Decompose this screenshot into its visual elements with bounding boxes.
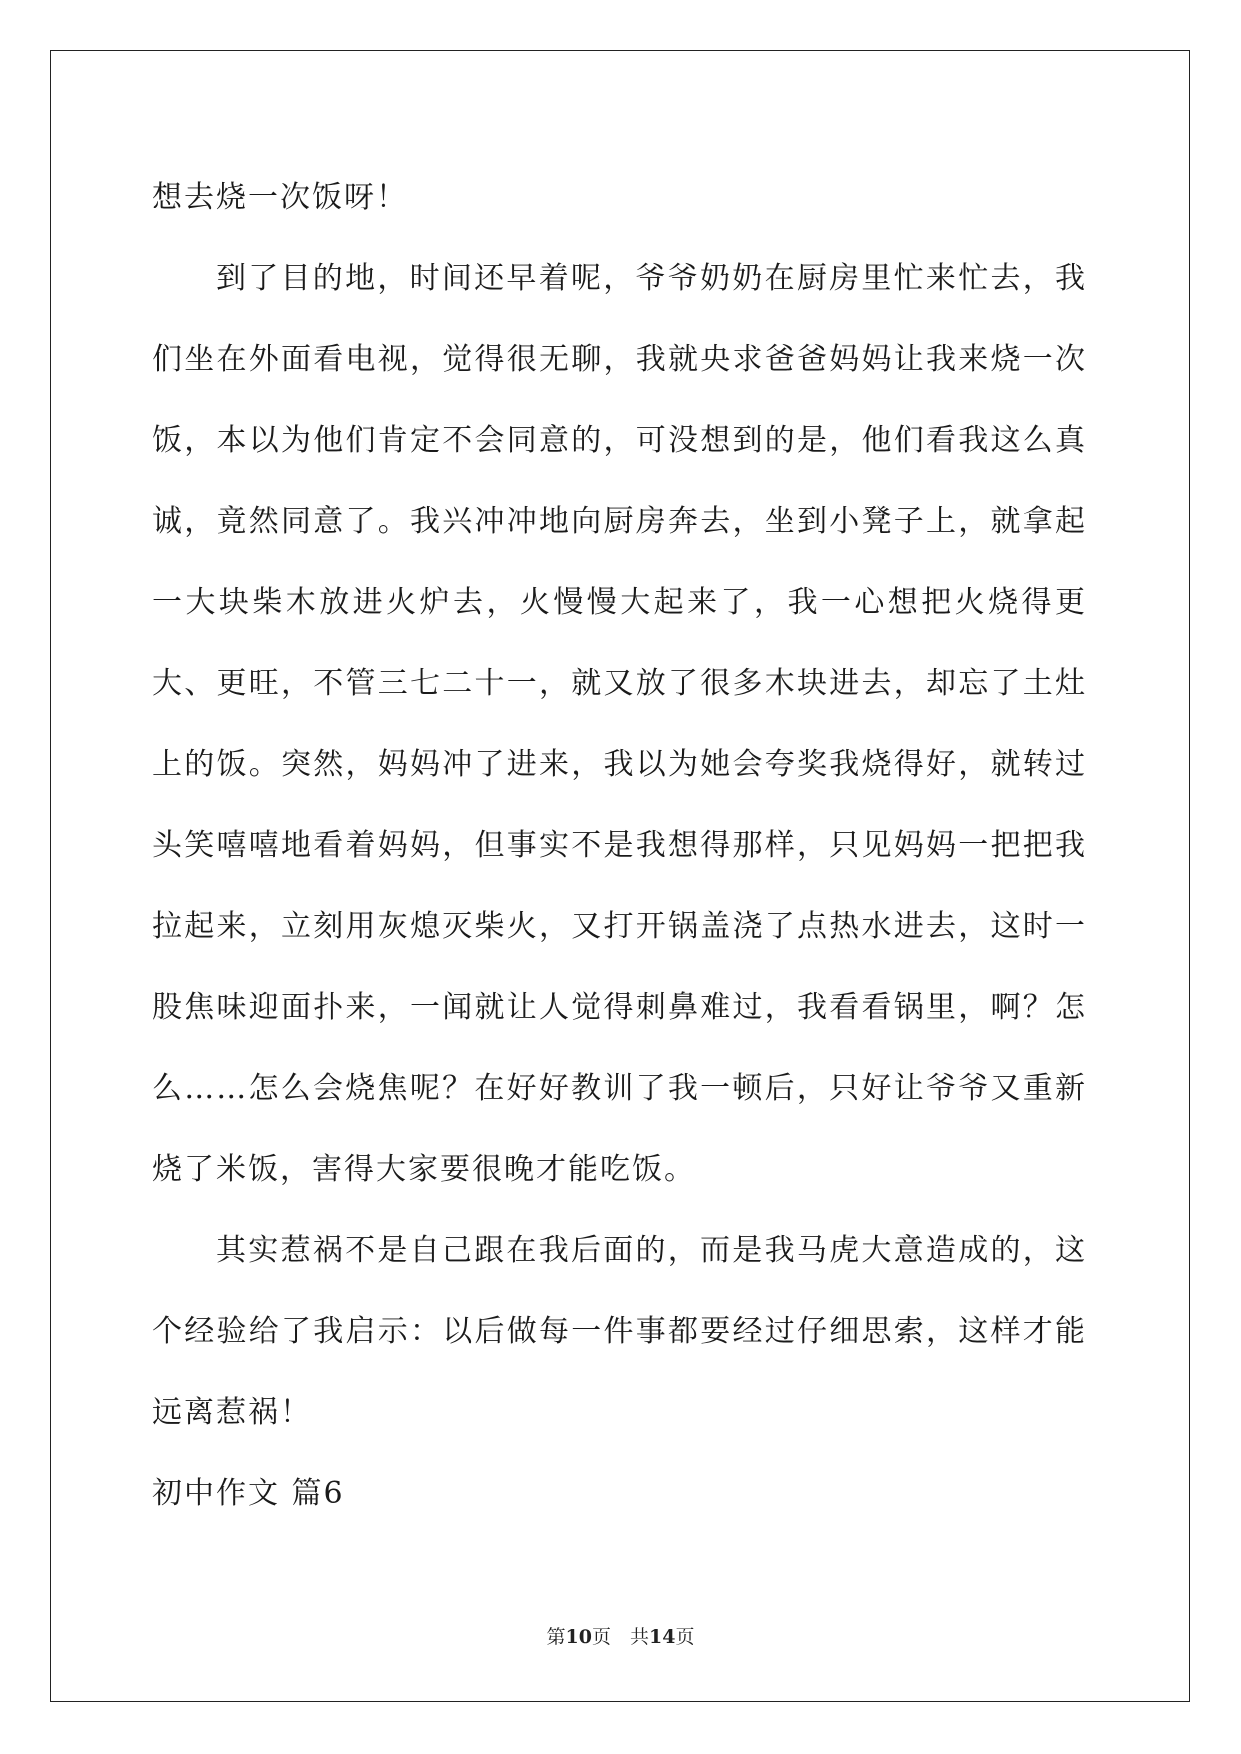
page-footer xyxy=(0,1622,1241,1649)
total-page-number: 14 xyxy=(649,1626,676,1648)
paragraph-1: 想去烧一次饭呀！ xyxy=(152,180,408,215)
footer-prefix: 第 xyxy=(546,1626,566,1648)
paragraph-2: 到了目的地，时间还早着呢，爷爷奶奶在厨房里忙来忙去，我们坐在外面看电视，觉得很无聊，我就央求爸爸妈妈让我来烧一次饭，本以为他们肯定不会同意的，可没想到的是，他们看我这么真诚，竟然同意了。我兴冲冲地向厨房奔去，坐到小凳子上，就拿起一大块柴木放进火炉去，火慢慢大起来了，我一心想把火烧得更大、更旺，不管三七二十一，就又放了很多木块进去，却忘了土灶上的饭。突然，妈妈冲了进来，我以为她会夸奖我烧得好，就转过头笑嘻嘻地看着妈妈，但事实不是我想得那样，只见妈妈一把把我拉起来，立刻用灰熄灭柴火，又打开锅盖浇了点热水进去，这时一股焦味迎面扑来，一闻就让人觉得刺鼻难过，我看看锅里，啊？怎么……怎么会烧焦呢？在好好教训了我一顿后，只好让爷爷又重新烧了米饭，害得大家要很晚才能吃饭。 xyxy=(152,261,1087,1187)
document-body xyxy=(152,157,1087,1534)
section-heading: 初中作文 篇6 xyxy=(152,1476,345,1511)
footer-suffix: 页 xyxy=(675,1626,695,1648)
current-page-number: 10 xyxy=(565,1626,592,1648)
footer-middle: 页 共 xyxy=(591,1626,649,1648)
paragraph-3: 其实惹祸不是自己跟在我后面的，而是我马虎大意造成的，这个经验给了我启示：以后做每一件事都要经过仔细思索，这样才能远离惹祸！ xyxy=(152,1233,1087,1430)
